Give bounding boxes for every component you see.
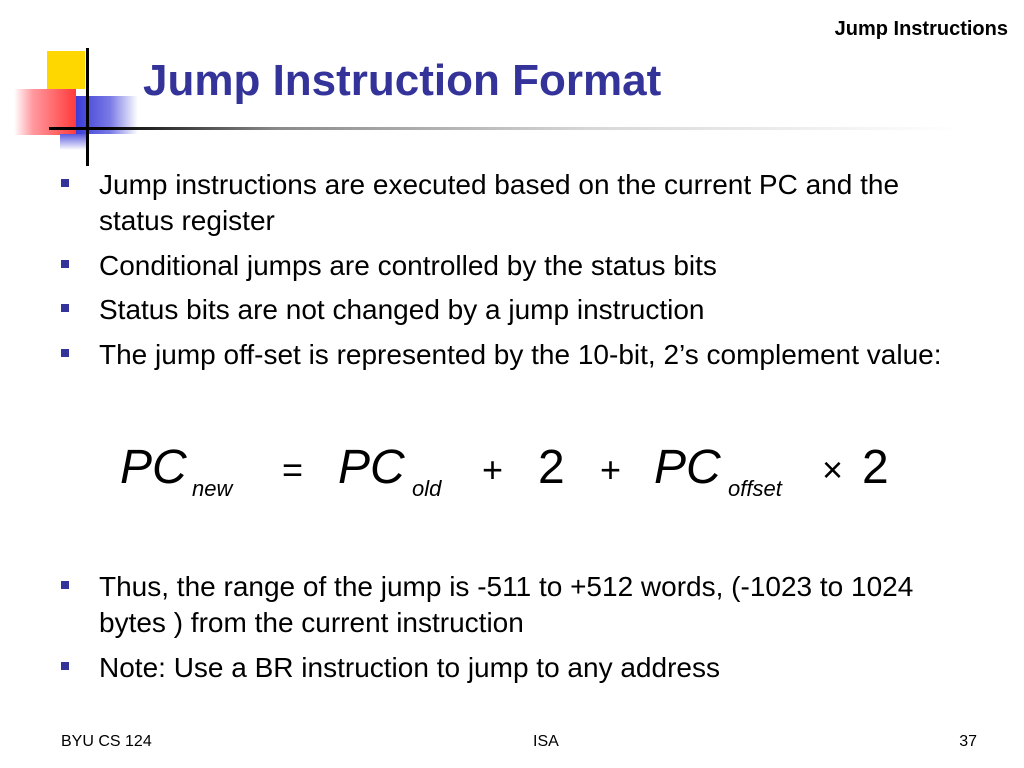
section-label: Jump Instructions (834, 18, 1008, 40)
footer-page-number: 37 (959, 733, 977, 750)
eq-subscript-old: old (412, 476, 442, 501)
bullet-item (61, 167, 981, 239)
eq-two: 2 (862, 441, 889, 494)
jump-equation (120, 438, 920, 508)
bullet-marker-icon (61, 662, 69, 670)
yellow-square (47, 51, 85, 89)
eq-pc-old: PC (338, 441, 405, 494)
bullet-marker-icon (61, 581, 69, 589)
eq-plus: + (482, 449, 504, 490)
bullet-item (61, 337, 981, 373)
footer-section: ISA (533, 733, 559, 750)
slide-title: Jump Instruction Format (143, 56, 662, 105)
eq-plus: + (600, 449, 622, 490)
eq-times: × (822, 449, 844, 490)
title-underline (49, 127, 960, 130)
bullet-text: Status bits are not changed by a jump instruction (99, 294, 705, 325)
bullet-item (61, 292, 981, 328)
eq-subscript-offset: offset (728, 476, 782, 501)
bullet-item (61, 569, 981, 641)
bullet-marker-icon (61, 260, 69, 268)
bullet-text: The jump off-set is represented by the 10-bit, 2’s complement value: (99, 339, 942, 370)
bullet-item (61, 650, 981, 686)
footer-course: BYU CS 124 (61, 733, 152, 750)
eq-subscript-new: new (192, 476, 233, 501)
bullet-marker-icon (61, 179, 69, 187)
bullet-marker-icon (61, 349, 69, 357)
decorative-logo (0, 0, 160, 170)
eq-two: 2 (538, 441, 565, 494)
bullet-item (61, 248, 981, 284)
bullet-text: Jump instructions are executed based on the current PC and the status register (99, 169, 900, 236)
eq-pc-offset: PC (654, 441, 721, 494)
vertical-rule (86, 48, 89, 166)
bullet-text: Conditional jumps are controlled by the status bits (99, 250, 717, 281)
bullet-text: Note: Use a BR instruction to jump to any address (99, 652, 720, 683)
eq-pc-new: PC (120, 441, 187, 494)
blue-square-small (60, 134, 88, 150)
eq-equals: = (282, 449, 304, 490)
bullet-marker-icon (61, 304, 69, 312)
bullet-text: Thus, the range of the jump is -511 to +512 words, (-1023 to 1024 bytes ) from the current instruction (99, 571, 914, 638)
